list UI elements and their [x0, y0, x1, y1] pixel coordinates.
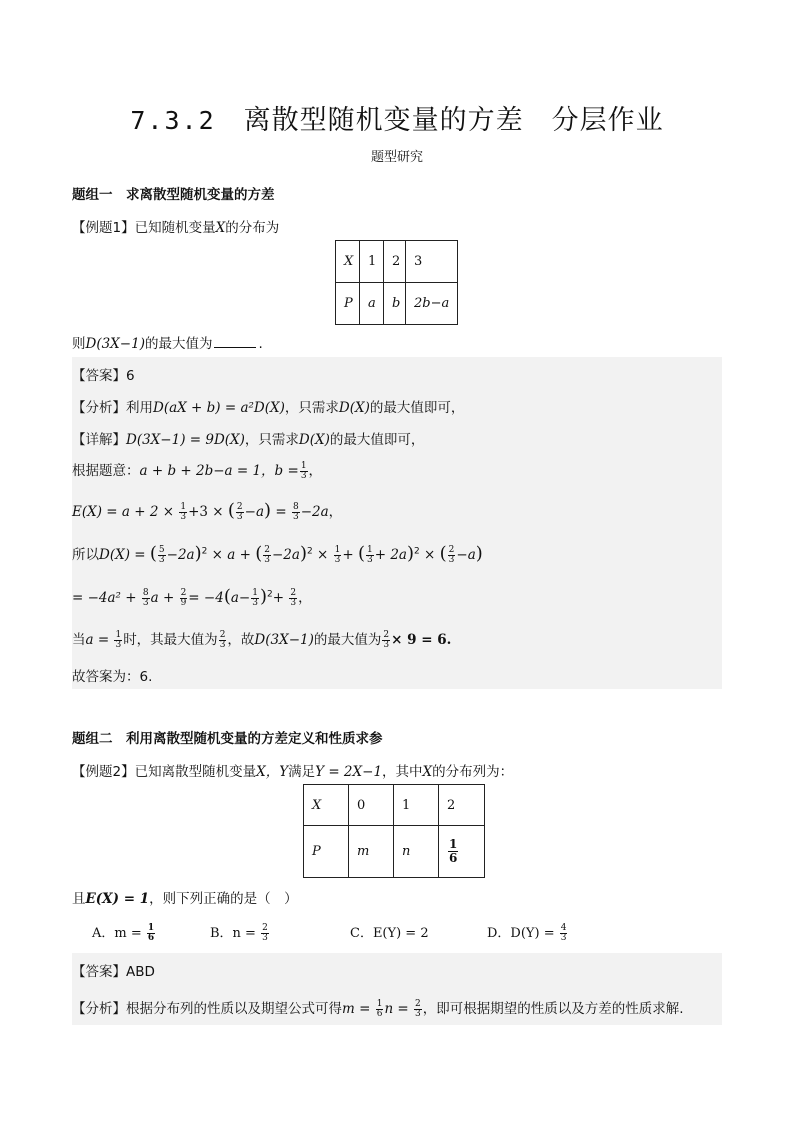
step1: 根据题意：a + b + 2b−a = 1，b = $\frac{1}{3}$ ， — [72, 460, 323, 481]
detail1: 【详解】D(3X−1) = 9D(X)，只需求D(X)的最大值即可， — [72, 432, 425, 448]
table1-cell: X — [336, 241, 360, 283]
table2-cell: X — [304, 785, 349, 826]
table2-cell: 2 — [439, 785, 485, 826]
table2-cell: 0 — [349, 785, 394, 826]
answer2: 【答案】ABD — [72, 964, 155, 980]
option-d[interactable]: D．D(Y) = $\frac{4}{3}$ — [487, 923, 567, 943]
group1-heading: 题组一 求离散型随机变量的方差 — [72, 187, 275, 203]
table2-cell: 1 — [394, 785, 439, 826]
step4: = −4a² + $\frac{8}{3}$ a + $\frac{2}{9}$ = −4(a− $\frac{1}{3}$ )$^2$+ $\frac{2}{3}$ ， — [72, 586, 312, 608]
option-b[interactable]: B．n = $\frac{2}{3}$ — [210, 923, 268, 943]
table2-cell: P — [304, 826, 349, 878]
example2-question: 【例题2】已知离散型随机变量X，Y满足Y = 2X−1，其中X的分布列为： — [72, 764, 514, 780]
option-a[interactable]: A．m = $\frac{1}{6}$ — [92, 923, 155, 943]
distribution-table-2 — [303, 784, 485, 878]
option-c[interactable]: C．E(Y) = 2 — [350, 926, 429, 941]
step3: 所以D(X) = ( $\frac{5}{3}$ −2a)$^2$ × a + ( $\frac{2}{3}$ −2a)$^2$ × $\frac{1}{3}$ + ( $\frac{1}{3}$ + 2a)$^2$ × ( $\frac{2}{3}$ −a) — [72, 543, 483, 565]
table1-cell: b — [384, 283, 406, 325]
distribution-table-1 — [335, 240, 458, 325]
table1-cell: 2 — [384, 241, 406, 283]
table2-cell: m — [349, 826, 394, 878]
table1-cell: 2b−a — [406, 283, 458, 325]
question1-text: 则D(3X−1)的最大值为 . — [72, 336, 263, 352]
page-title — [0, 98, 794, 137]
example1-question: 【例题1】已知随机变量X的分布为 — [72, 220, 280, 236]
table1-cell: 3 — [406, 241, 458, 283]
table1-cell: a — [360, 283, 384, 325]
table1-cell: P — [336, 283, 360, 325]
title-text: 离散型随机变量的方差 分层作业 — [243, 105, 664, 136]
answer1: 【答案】6 — [72, 368, 135, 384]
fraction-one-sixth: $\frac{1}{6}$ — [449, 837, 458, 865]
analysis2: 【分析】根据分布列的性质以及期望公式可得m = $\frac{1}{6}$ n = $\frac{2}{3}$ ，即可根据期望的性质以及方差的性质求解. — [72, 998, 684, 1019]
title-number: 7.3.2 — [130, 106, 216, 135]
group2-heading: 题组二 利用离散型随机变量的方差定义和性质求参 — [72, 731, 383, 747]
question2-text: 且E(X) = 1，则下列正确的是（ ） — [72, 891, 298, 907]
table2-cell — [439, 826, 485, 878]
page-subtitle: 题型研究 — [370, 150, 423, 165]
step2: E(X) = a + 2 × $\frac{1}{3}$ +3 × ( $\frac{2}{3}$ −a) = $\frac{8}{3}$ −2a， — [72, 500, 343, 522]
step5: 当a = $\frac{1}{3}$ 时，其最大值为 $\frac{2}{3}$ ，故D(3X−1)的最大值为 $\frac{2}{3}$ × 9 = 6. — [72, 629, 452, 650]
table2-cell: n — [394, 826, 439, 878]
analysis1: 【分析】利用D(aX + b) = a²D(X)，只需求D(X)的最大值即可， — [72, 400, 465, 416]
final-answer1: 故答案为：6. — [72, 669, 153, 685]
answer-blank — [214, 347, 256, 348]
table1-cell: 1 — [360, 241, 384, 283]
